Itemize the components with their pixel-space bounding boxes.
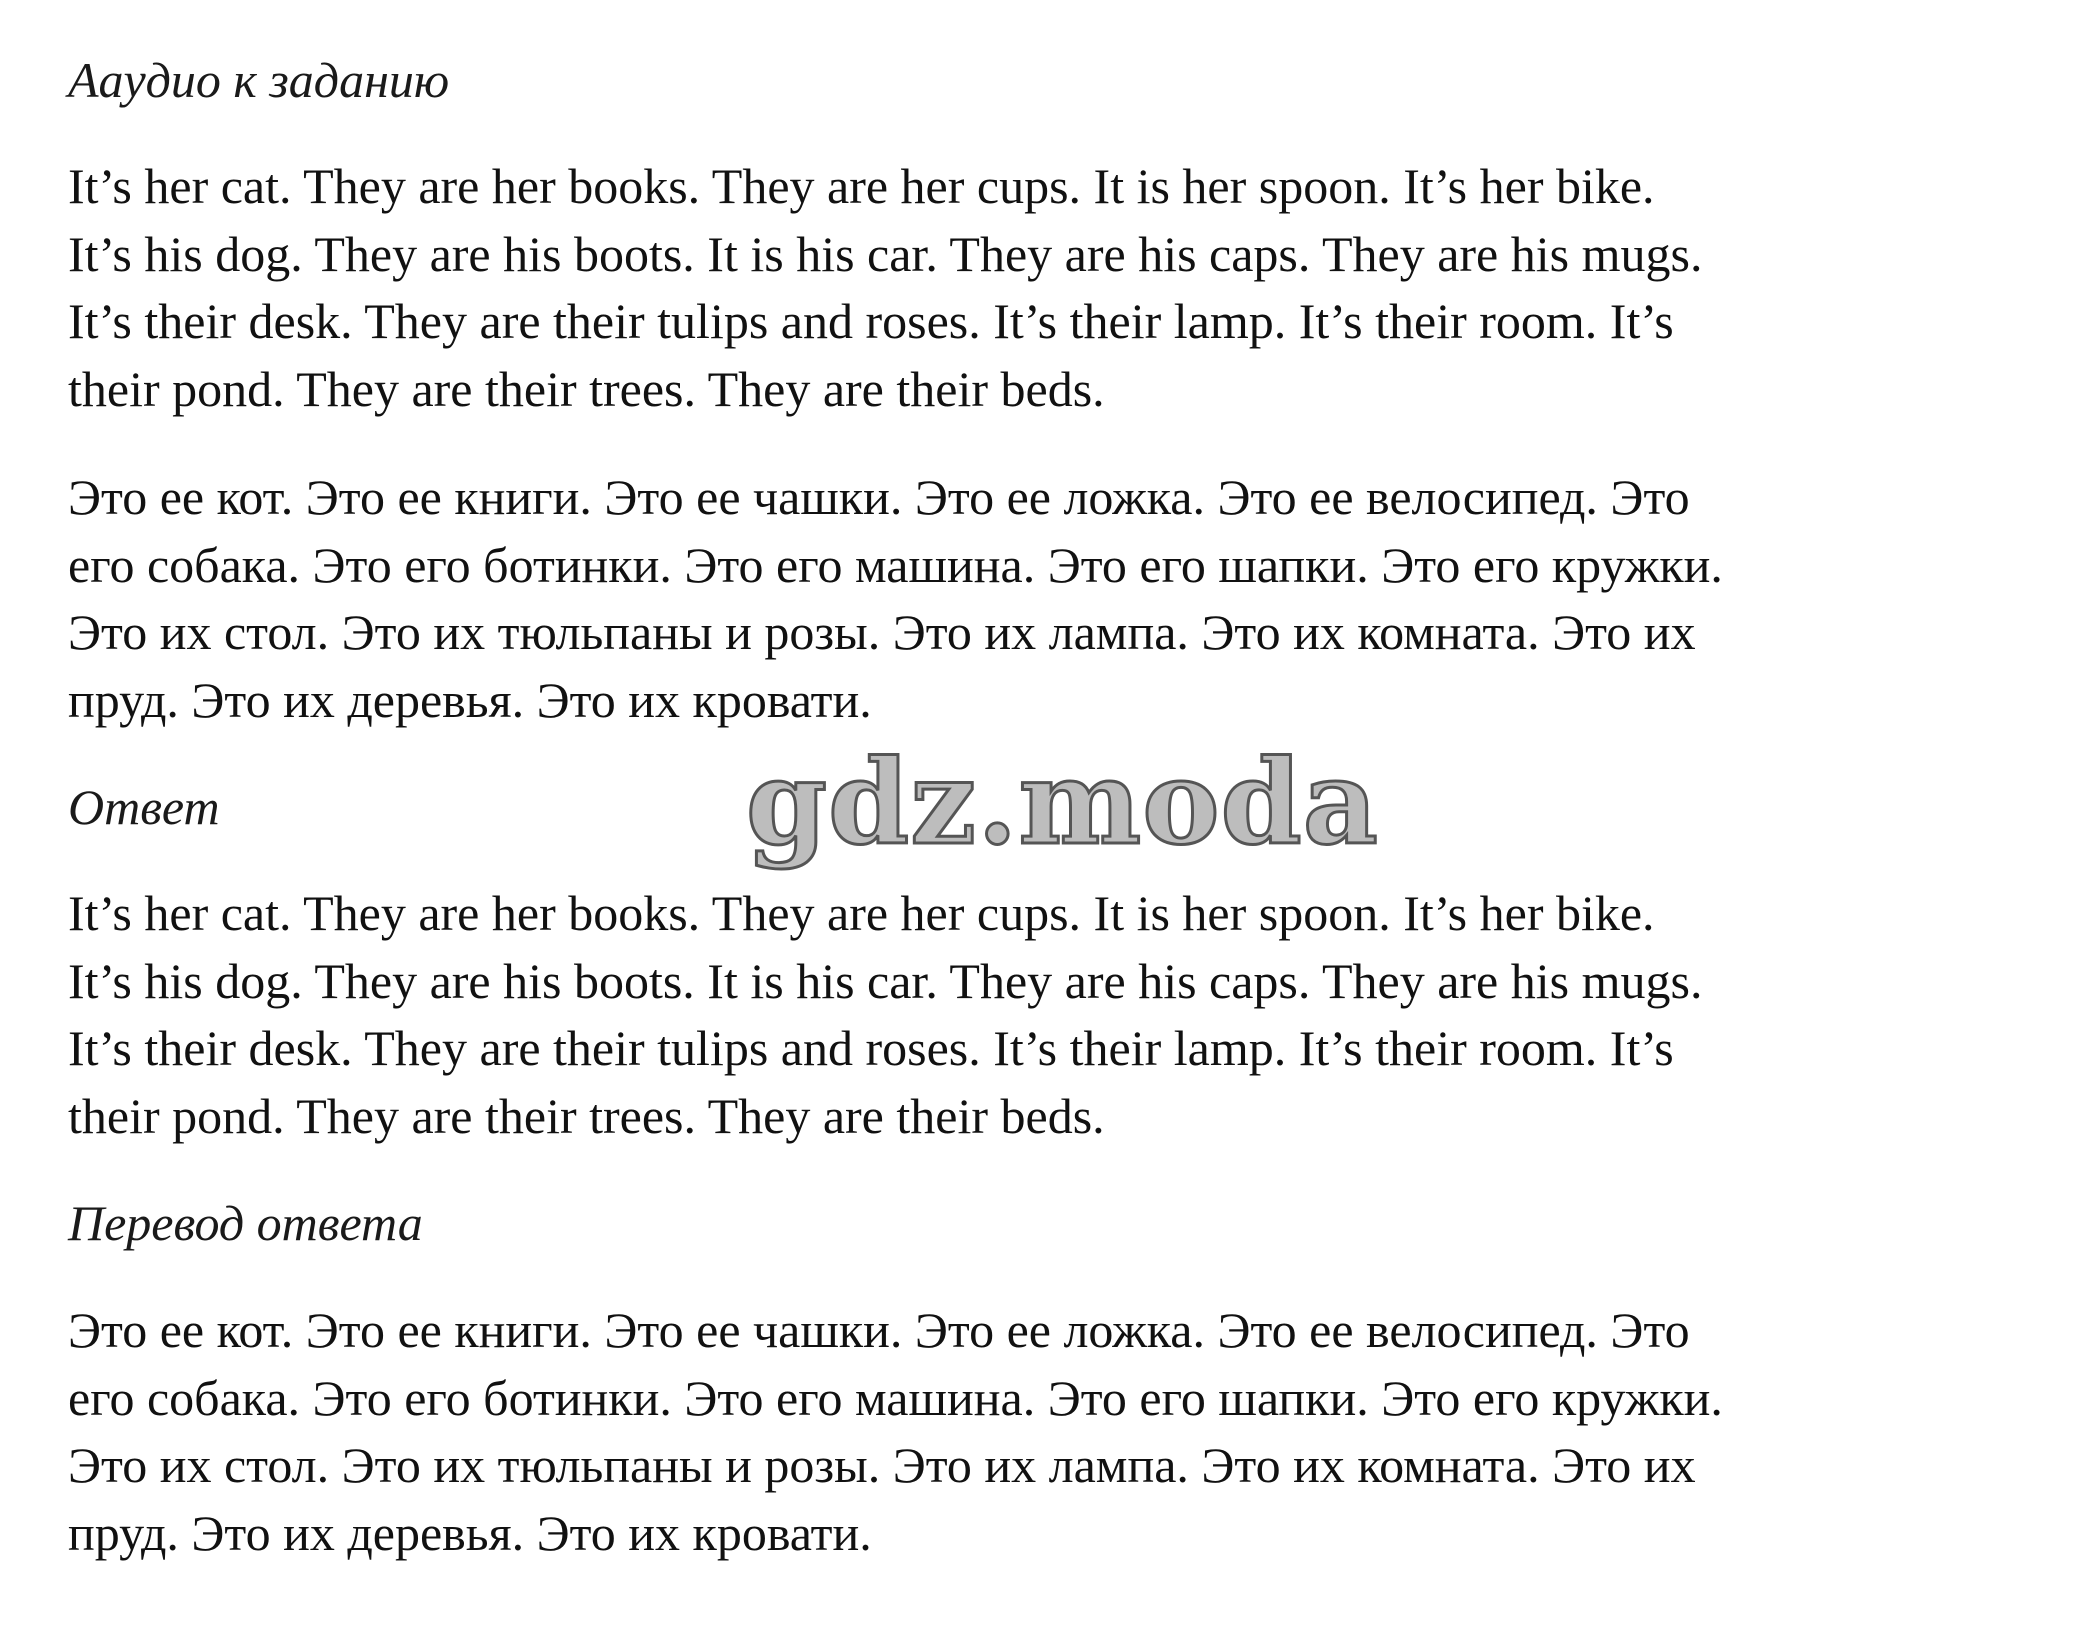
paragraph-line: его собака. Это его ботинки. Это его машина. Это его шапки. Это его кружки. <box>68 1369 1723 1426</box>
paragraph-line: It’s their desk. They are their tulips and roses. It’s their lamp. It’s their room. It’s <box>68 293 1674 349</box>
watermark-logo: gdz.moda <box>746 735 1379 871</box>
paragraph-line: It’s their desk. They are their tulips and roses. It’s their lamp. It’s their room. It’s <box>68 1020 1674 1076</box>
translation-heading: Перевод ответа <box>68 1195 423 1251</box>
audio-text-paragraph <box>68 153 1702 423</box>
paragraph-line: Это ее кот. Это ее книги. Это ее чашки. Это ее ложка. Это ее велосипед. Это <box>68 469 1690 525</box>
paragraph-line: It’s his dog. They are his boots. It is his car. They are his caps. They are his mugs. <box>68 225 1703 282</box>
paragraph-line: пруд. Это их деревья. Это их кровати. <box>68 1504 872 1561</box>
answer-text-paragraph <box>68 880 1702 1150</box>
audio-translation-paragraph <box>68 464 1723 734</box>
answer-translation-paragraph <box>68 1297 1723 1567</box>
paragraph-line: Это их стол. Это их тюльпаны и розы. Это их лампа. Это их комната. Это их <box>68 604 1696 660</box>
paragraph-line: Это ее кот. Это ее книги. Это ее чашки. Это ее ложка. Это ее велосипед. Это <box>68 1302 1690 1358</box>
paragraph-line: It’s her cat. They are her books. They are her cups. It is her spoon. It’s her bike. <box>68 885 1655 941</box>
paragraph-line: It’s her cat. They are her books. They are her cups. It is her spoon. It’s her bike. <box>68 158 1655 214</box>
audio-heading: Аaудио к заданию <box>68 52 450 108</box>
paragraph-line: пруд. Это их деревья. Это их кровати. <box>68 671 872 728</box>
paragraph-line: their pond. They are their trees. They are their beds. <box>68 1087 1105 1144</box>
paragraph-line: their pond. They are their trees. They are their beds. <box>68 360 1105 417</box>
paragraph-line: его собака. Это его ботинки. Это его машина. Это его шапки. Это его кружки. <box>68 536 1723 593</box>
paragraph-line: It’s his dog. They are his boots. It is his car. They are his caps. They are his mugs. <box>68 952 1703 1009</box>
answer-heading: Ответ <box>68 779 220 835</box>
paragraph-line: Это их стол. Это их тюльпаны и розы. Это их лампа. Это их комната. Это их <box>68 1437 1696 1493</box>
